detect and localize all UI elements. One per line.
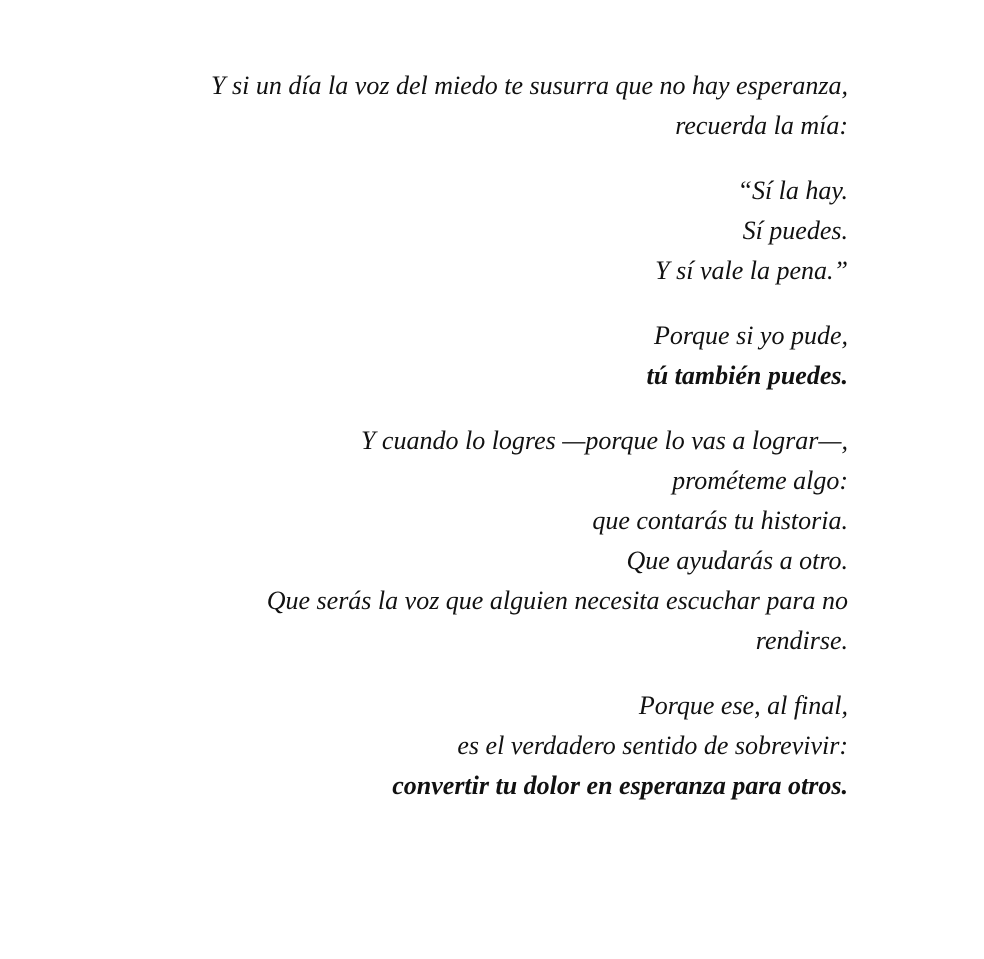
poem-line: Y cuando lo logres —porque lo vas a lograr—, <box>360 426 848 455</box>
poem-line: prométeme algo: <box>672 466 848 495</box>
poem-line: Y sí vale la pena.” <box>655 256 848 285</box>
poem-line-bold: tú también puedes. <box>646 361 848 390</box>
poem-line: Porque ese, al final, <box>638 691 848 720</box>
poem-line: es el verdadero sentido de sobrevivir: <box>457 731 848 760</box>
stanza-2 <box>160 171 848 291</box>
stanza-5 <box>160 686 848 806</box>
poem-line: Porque si yo pude, <box>654 321 848 350</box>
stanza-4 <box>160 421 848 661</box>
poem-text <box>160 66 848 831</box>
poem-line: Que serás la voz que alguien necesita escuchar para no <box>266 586 848 615</box>
stanza-1 <box>160 66 848 146</box>
stanza-3 <box>160 316 848 396</box>
poem-line: que contarás tu historia. <box>592 506 848 535</box>
poem-line-bold: convertir tu dolor en esperanza para otros. <box>392 771 848 800</box>
poem-line: Y si un día la voz del miedo te susurra que no hay esperanza, <box>211 71 848 100</box>
poem-line: “Sí la hay. <box>737 176 848 205</box>
poem-line: recuerda la mía: <box>675 111 848 140</box>
poem-line: rendirse. <box>755 626 848 655</box>
poem-line: Que ayudarás a otro. <box>626 546 848 575</box>
poem-line: Sí puedes. <box>742 216 848 245</box>
